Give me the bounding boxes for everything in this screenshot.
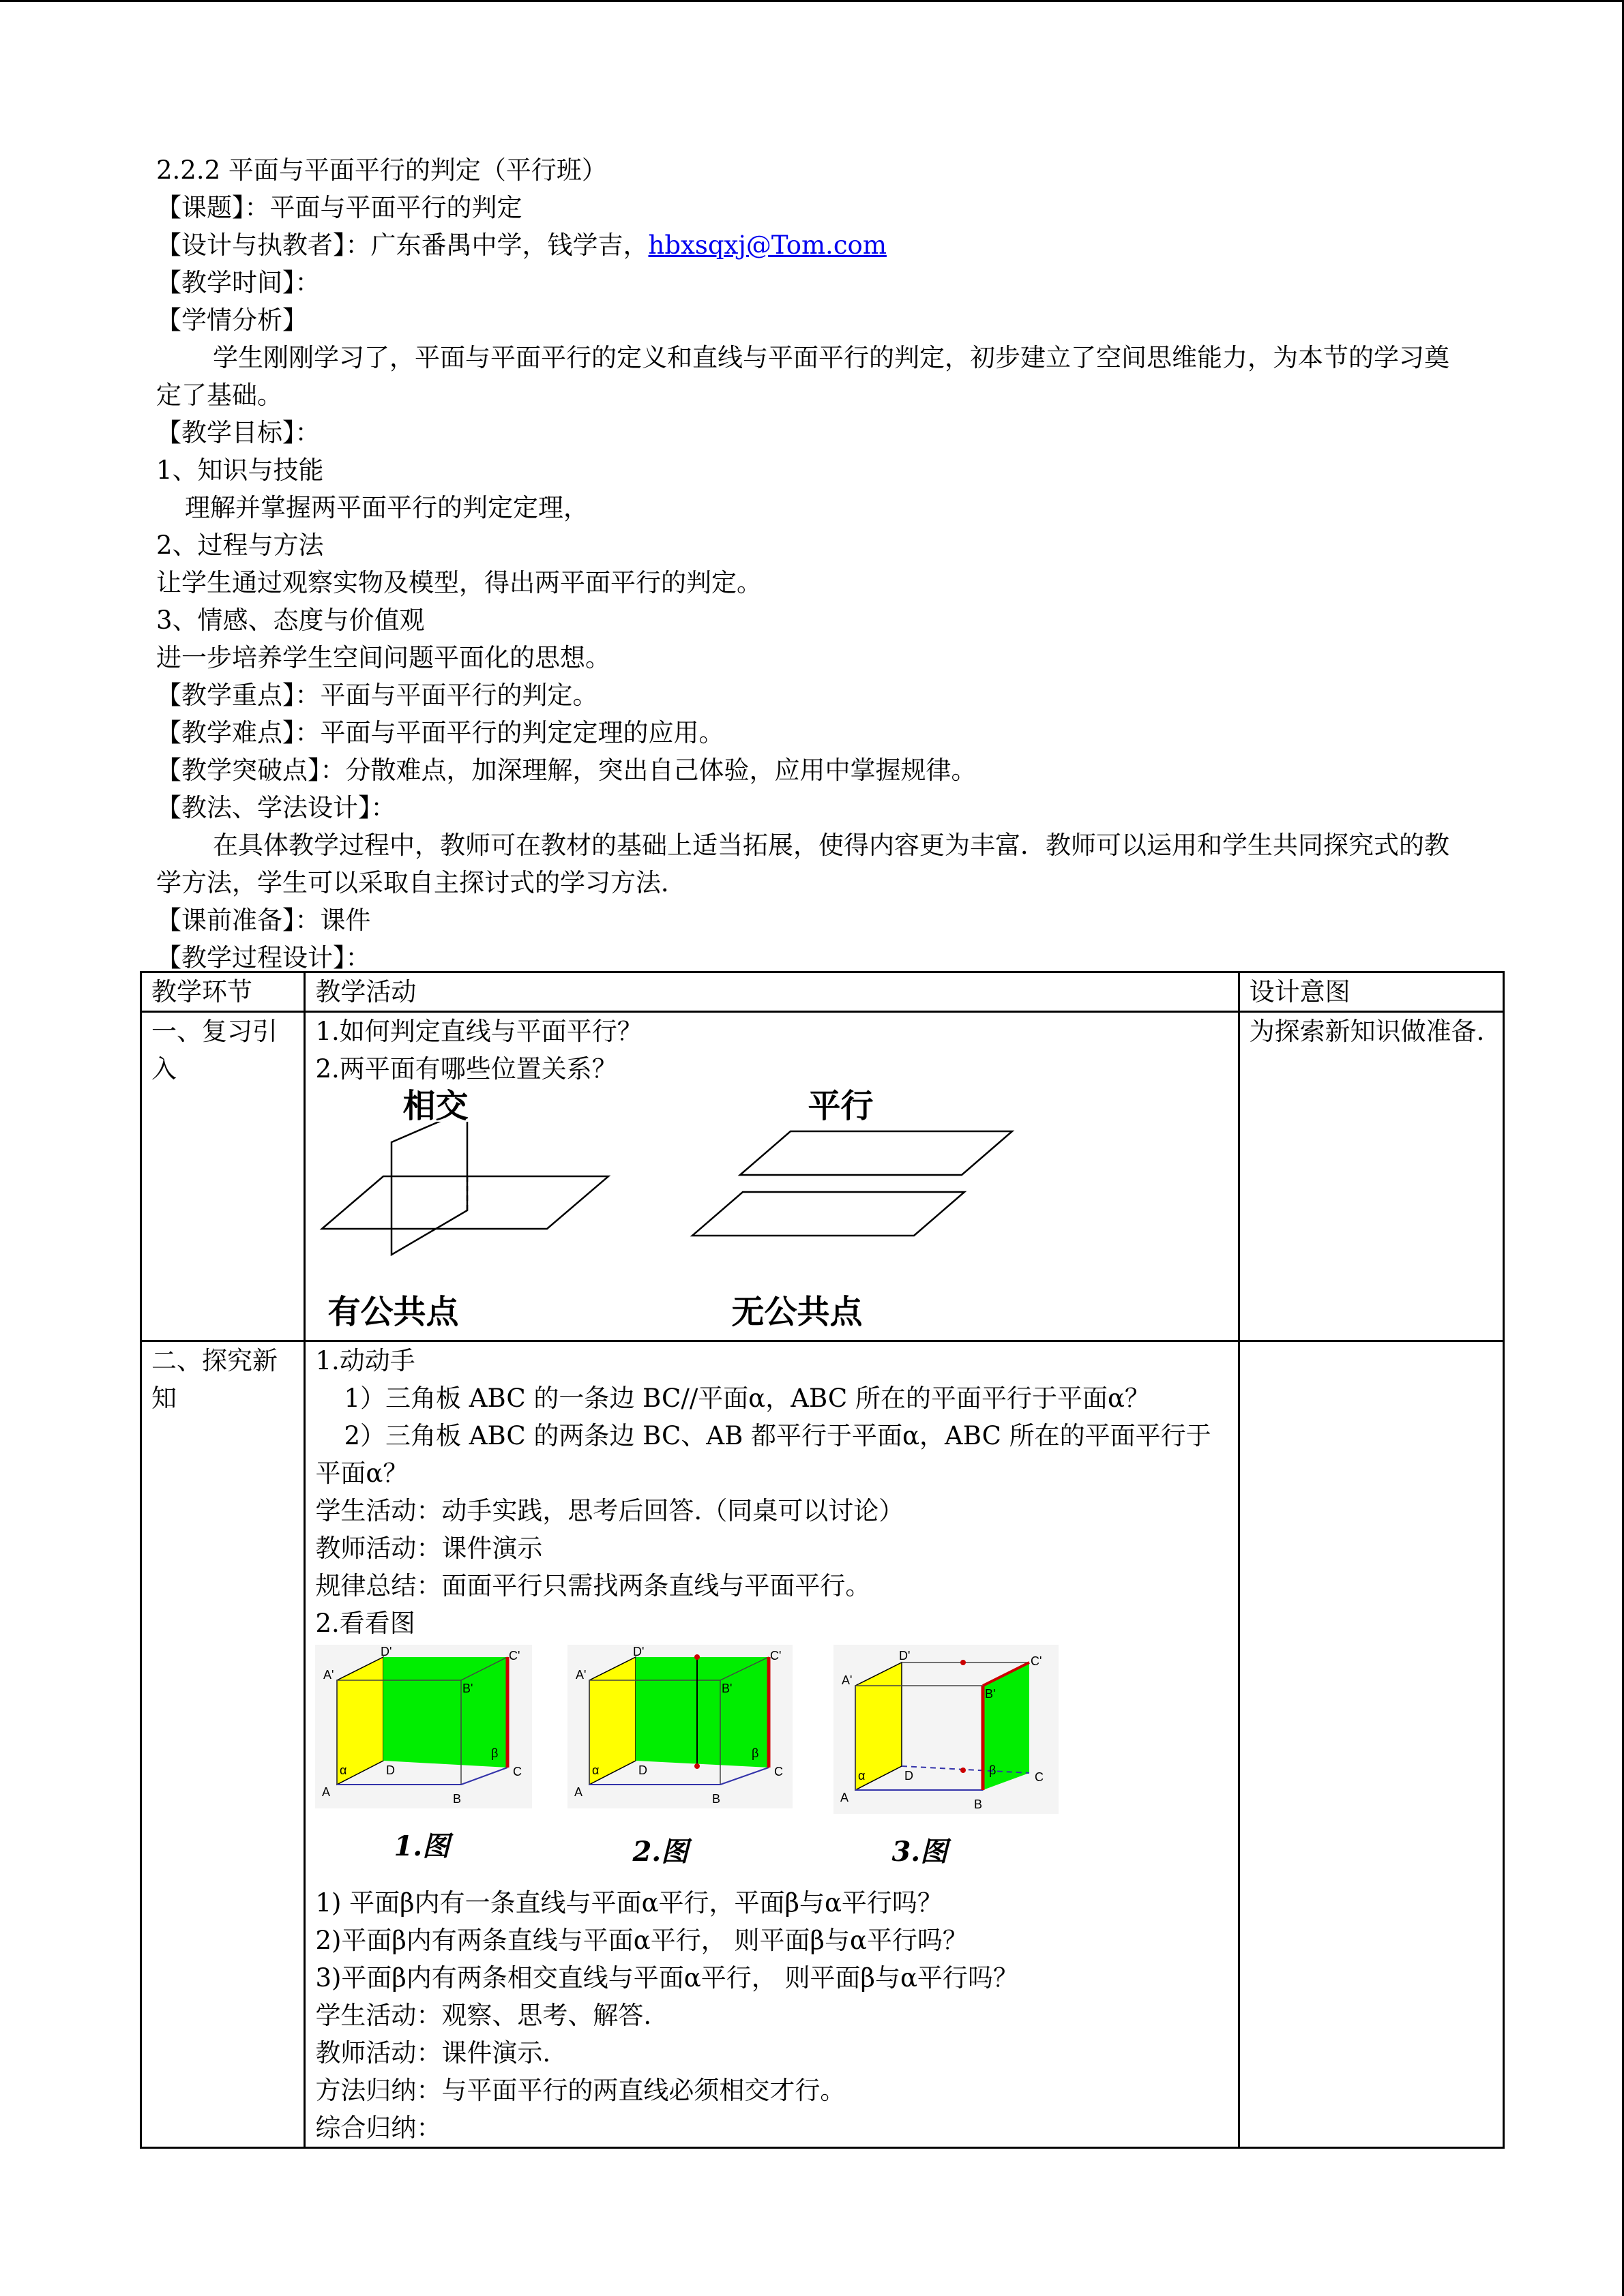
method-label: 【教法、学法设计】： (156, 793, 396, 822)
svg-text:α: α (340, 1763, 347, 1777)
svg-text:D: D (638, 1763, 648, 1777)
prism-diagrams (315, 1645, 1222, 1822)
stage-review: 一、复习引入 (141, 1012, 305, 1341)
prism-figure-3 (833, 1645, 1059, 1814)
topic-value: 平面与平面平行的判定 (269, 193, 522, 222)
svg-text:A: A (840, 1791, 849, 1804)
vertical-plane-shape (392, 1122, 467, 1255)
time-label: 【教学时间】： (156, 268, 321, 297)
email-link[interactable]: hbxsqxj@Tom.com (648, 230, 887, 260)
topic-label: 【课题】： (156, 193, 270, 222)
svg-text:A': A' (323, 1668, 334, 1682)
review-question-2: 2.两平面有哪些位置关系？ (315, 1054, 617, 1084)
review-question-1: 1.如何判定直线与平面平行？ (315, 1017, 643, 1046)
svg-text:D: D (904, 1769, 914, 1783)
parallel-planes-drawing (692, 1131, 1012, 1236)
svg-text:C': C' (1031, 1654, 1042, 1668)
stage-explore: 二、探究新知 (141, 1341, 305, 2148)
svg-text:A: A (322, 1785, 331, 1799)
svg-text:C: C (1035, 1770, 1044, 1784)
caption-parallel: 平行 (808, 1087, 874, 1125)
explore-line: 规律总结：面面平行只需找两条直线与平面平行。 (315, 1571, 871, 1600)
goal2-title: 2、过程与方法 (156, 531, 324, 560)
breakthrough: 【教学突破点】：分散难点，加深理解，突出自己体验，应用中掌握规律。 (156, 756, 977, 785)
explore-line: 1）三角板 ABC 的一条边 BC//平面α，ABC 所在的平面平行于平面α？ (344, 1384, 1150, 1413)
goal1-text: 理解并掌握两平面平行的判定定理， (185, 493, 589, 522)
svg-text:D': D' (381, 1645, 392, 1658)
page-top-border (0, 0, 1624, 2)
document-title: 2.2.2 平面与平面平行的判定（平行班） (156, 155, 607, 185)
explore-question: 综合归纳： (315, 2113, 442, 2143)
explore-question: 2)平面β内有两条直线与平面α平行， 则平面β与α平行吗？ (315, 1926, 968, 1955)
intent-review: 为探索新知识做准备. (1239, 1012, 1503, 1341)
designer-value: 广东番禺中学，钱学吉， (370, 230, 649, 260)
svg-text:B: B (974, 1798, 983, 1811)
caption-no-common-point: 无公共点 (731, 1293, 863, 1331)
goal3-text: 进一步培养学生空间问题平面化的思想。 (156, 643, 610, 672)
header-stage: 教学环节 (141, 972, 305, 1012)
explore-line: 1.动动手 (315, 1346, 415, 1375)
table-row (141, 1012, 1504, 1341)
goals-label: 【教学目标】： (156, 418, 321, 447)
process-label: 【教学过程设计】： (156, 943, 371, 972)
svg-text:C: C (774, 1765, 784, 1778)
explore-line: 学生活动：动手实践，思考后回答.（同桌可以讨论） (315, 1496, 904, 1525)
goal2-text: 让学生通过观察实物及模型，得出两平面平行的判定。 (156, 568, 762, 597)
activity-explore (305, 1341, 1239, 2148)
topic-line (156, 189, 1452, 226)
activity-review (305, 1012, 1239, 1341)
svg-text:α: α (592, 1763, 600, 1777)
caption-intersect: 相交 (402, 1087, 469, 1125)
designer-label: 【设计与执教者】： (156, 230, 371, 260)
svg-text:C': C' (770, 1649, 782, 1663)
upper-plane-shape (740, 1131, 1012, 1175)
goal1-title: 1、知识与技能 (156, 456, 324, 485)
header-activity: 教学活动 (305, 972, 1239, 1012)
intersecting-planes-drawing (322, 1122, 608, 1255)
prism-figures (315, 1642, 1222, 1884)
table-header-row (141, 972, 1504, 1012)
svg-text:B': B' (722, 1682, 733, 1695)
key-point: 【教学重点】：平面与平面平行的判定。 (156, 681, 598, 710)
svg-text:D': D' (899, 1649, 911, 1663)
prism-figure-1 (315, 1645, 532, 1808)
analysis-text: 学生刚刚学习了，平面与平面平行的定义和直线与平面平行的判定，初步建立了空间思维能力，为本节的学习奠定了基础。 (156, 343, 1449, 410)
goal3-title: 3、情感、态度与价值观 (156, 606, 425, 635)
difficulty: 【教学难点】：平面与平面平行的判定定理的应用。 (156, 718, 724, 747)
table-row (141, 1341, 1504, 2148)
explore-line: 2.看看图 (315, 1609, 415, 1638)
svg-text:A': A' (842, 1673, 853, 1687)
svg-text:β: β (752, 1746, 759, 1760)
explore-question: 3)平面β内有两条相交直线与平面α平行， 则平面β与α平行吗？ (315, 1963, 1018, 1993)
lesson-plan-header (156, 151, 1452, 976)
analysis-label: 【学情分析】 (156, 305, 308, 335)
svg-text:α: α (858, 1769, 866, 1783)
header-intent: 设计意图 (1239, 972, 1503, 1012)
svg-text:D': D' (633, 1645, 645, 1658)
figure-caption-3: 3.图 (891, 1836, 948, 1868)
teaching-process-table (140, 971, 1505, 2149)
explore-question: 学生活动：观察、思考、解答. (315, 2001, 652, 2030)
svg-text:B': B' (985, 1687, 996, 1701)
explore-question: 1) 平面β内有一条直线与平面α平行，平面β与α平行吗？ (315, 1888, 943, 1918)
figure-caption-1: 1.图 (394, 1830, 450, 1862)
explore-line: 2）三角板 ABC 的两条边 BC、AB 都平行于平面α，ABC 所在的平面平行于平面α？ (315, 1421, 1211, 1488)
svg-text:A': A' (576, 1668, 587, 1682)
lower-plane-shape (692, 1192, 964, 1236)
caption-has-common-point: 有公共点 (327, 1293, 459, 1331)
prism-figure-2 (567, 1645, 793, 1808)
svg-text:β: β (491, 1746, 499, 1760)
svg-text:D: D (386, 1763, 396, 1777)
explore-question: 方法归纳：与平面平行的两直线必须相交才行。 (315, 2076, 846, 2105)
svg-text:B: B (712, 1792, 721, 1806)
designer-line (156, 226, 1452, 264)
explore-line: 教师活动：课件演示 (315, 1534, 543, 1563)
plane-relations-figure (315, 1088, 1222, 1340)
svg-text:B: B (453, 1792, 462, 1806)
intent-explore (1239, 1341, 1503, 2148)
svg-text:A: A (574, 1785, 583, 1799)
explore-question: 教师活动：课件演示. (315, 2038, 551, 2068)
method-text: 在具体教学过程中，教师可在教材的基础上适当拓展，使得内容更为丰富．教师可以运用和学生共同探究式的教学方法，学生可以采取自主探讨式的学习方法． (156, 831, 1449, 897)
prep-line: 【课前准备】：课件 (156, 906, 371, 935)
svg-text:β: β (989, 1763, 996, 1777)
svg-text:C: C (513, 1765, 522, 1778)
horizontal-plane-shape (322, 1176, 608, 1229)
svg-text:C': C' (509, 1649, 520, 1663)
figure-caption-2: 2.图 (632, 1836, 689, 1868)
svg-text:B': B' (462, 1682, 473, 1695)
